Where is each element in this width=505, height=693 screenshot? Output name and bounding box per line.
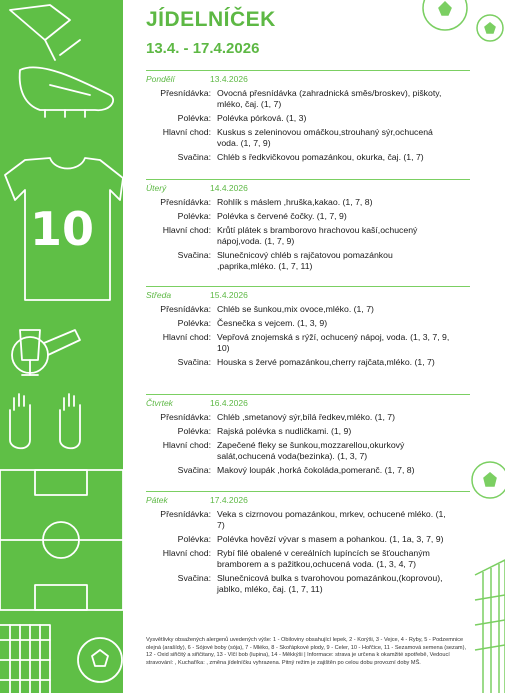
meal-label: Svačina:	[177, 573, 211, 583]
meal-label: Polévka:	[177, 211, 211, 221]
meal-label: Polévka:	[177, 318, 211, 328]
meal-label: Hlavní chod:	[162, 440, 211, 450]
meal-text: Ovocná přesnídávka (zahradnická směs/broskev), piškoty, mléko, čaj. (1, 7)	[217, 88, 442, 109]
day-name: Čtvrtek	[146, 398, 173, 408]
day-date: 17.4.2026	[210, 495, 248, 505]
meal-row	[146, 573, 470, 595]
meal-label: Přesnídávka:	[160, 304, 211, 314]
meal-row	[146, 152, 470, 163]
goal-icon	[0, 625, 50, 693]
week-dates: 13.4. - 17.4.2026	[146, 40, 260, 57]
day-header	[146, 180, 470, 194]
meal-row	[146, 412, 470, 423]
day-section	[146, 70, 470, 163]
meal-row	[146, 127, 470, 149]
meal-label: Polévka:	[177, 113, 211, 123]
meal-text: Makový loupák ,horká čokoláda,pomeranč. (1, 7, 8)	[217, 465, 415, 475]
meal-row	[146, 211, 470, 222]
day-date: 13.4.2026	[210, 74, 248, 84]
meal-row	[146, 332, 470, 354]
day-name: Pátek	[146, 495, 168, 505]
boot-icon	[20, 67, 113, 117]
day-header	[146, 71, 470, 85]
sidebar-decoration	[0, 0, 123, 693]
meal-text: Kuskus s zeleninovou omáčkou,strouhaný sýr,ochucená voda. (1, 7, 9)	[217, 127, 433, 148]
meal-label: Polévka:	[177, 534, 211, 544]
meal-label: Polévka:	[177, 426, 211, 436]
meal-row	[146, 225, 470, 247]
meal-label: Svačina:	[177, 465, 211, 475]
meal-label: Přesnídávka:	[160, 509, 211, 519]
day-section	[146, 491, 470, 595]
meal-text: Chléb s ředkvičkovou pomazánkou, okurka, čaj. (1, 7)	[217, 152, 424, 162]
meal-text: Zapečené fleky se šunkou,mozzarellou,okurkový salát,ochucená voda(bezinka). (1, 3, 7)	[217, 440, 405, 461]
meal-label: Hlavní chod:	[162, 127, 211, 137]
ball-icon	[472, 462, 505, 498]
allergen-footnote: Vysvětlivky obsažených alergenů uvedených výše: 1 - Obiloviny obsahující lepek, 2 - Korýši, 3 - Vejce, 4 - Ryby, 5 - Podzemnice olejná (arašídy), 6 - Sójové boby (sója), 7 - Mléko, 8 - Skořápkové plody, 9 - Celer, 10 - Hořčice, 11 - Sezamová semena (sezam), 12 - Oxid siřičitý a siřičitany, 13 - Vlčí bob (lupina), 14 - Měkkýši | Informace: strava je určena k okamžité spotřebě, Vedoucí stravování: , Kuchař/ka: , změna jídelníčku vyhrazena. Pitný režim je zajištěn po celou dobu provozní doby MŠ.	[146, 637, 467, 666]
meal-text: Polévka pórková. (1, 3)	[217, 113, 307, 123]
meal-label: Přesnídávka:	[160, 88, 211, 98]
meal-text: Česnečka s vejcem. (1, 3, 9)	[217, 318, 328, 328]
meal-label: Přesnídávka:	[160, 412, 211, 422]
meal-text: Veka s cizrnovou pomazánkou, mrkev, ochucené mléko. (1, 7)	[217, 509, 446, 530]
ball-icon	[423, 0, 467, 30]
meal-label: Hlavní chod:	[162, 548, 211, 558]
meal-row	[146, 465, 470, 476]
meal-text: Slunečnicový chléb s rajčatovou pomazánkou ,paprika,mléko. (1, 7, 11)	[217, 250, 393, 271]
gloves-icon	[10, 394, 80, 448]
meal-row	[146, 197, 470, 208]
meal-text: Chléb se šunkou,mix ovoce,mléko. (1, 7)	[217, 304, 374, 314]
day-name: Pondělí	[146, 74, 175, 84]
day-date: 15.4.2026	[210, 290, 248, 300]
ball-icon	[78, 638, 122, 682]
trophy-icon	[10, 5, 80, 60]
meal-label: Svačina:	[177, 250, 211, 260]
day-section	[146, 286, 470, 368]
meal-label: Svačina:	[177, 357, 211, 367]
meal-label: Hlavní chod:	[162, 332, 211, 342]
jersey-number: 10	[30, 202, 95, 256]
meal-text: Vepřová znojemská s rýží, ochucený nápoj, voda. (1, 3, 7, 9, 10)	[217, 332, 450, 353]
meal-row	[146, 357, 470, 368]
meal-row	[146, 88, 470, 110]
day-section	[146, 394, 470, 476]
meal-row	[146, 426, 470, 437]
jersey-icon	[5, 158, 123, 300]
meal-text: Slunečnicová bulka s tvarohovou pomazánkou,(koprovou), jablko, mléko, čaj. (1, 7, 11)	[217, 573, 443, 594]
meal-text: Rybí filé obalené v cereálních lupíncích se šťouchaným bramborem a s pažitkou,ochucená voda. (1, 3, 4, 7)	[217, 548, 430, 569]
meal-text: Chléb ,smetanový sýr,bílá ředkev,mléko. (1, 7)	[217, 412, 396, 422]
meal-text: Rajská polévka s nudličkami. (1, 9)	[217, 426, 352, 436]
meal-row	[146, 304, 470, 315]
meal-text: Houska s žervé pomazánkou,cherry rajčata,mléko. (1, 7)	[217, 357, 435, 367]
meal-row	[146, 113, 470, 124]
meal-row	[146, 440, 470, 462]
meal-text: Polévka s červené čočky. (1, 7, 9)	[217, 211, 347, 221]
meal-text: Polévka hovězí vývar s masem a pohankou. (1, 1a, 3, 7, 9)	[217, 534, 444, 544]
day-section	[146, 179, 470, 272]
meal-label: Hlavní chod:	[162, 225, 211, 235]
meal-row	[146, 250, 470, 272]
ball-icon	[477, 15, 503, 41]
goal-icon	[475, 560, 505, 693]
day-name: Středa	[146, 290, 172, 300]
day-header	[146, 287, 470, 301]
meal-row	[146, 548, 470, 570]
pitch-icon	[0, 470, 123, 610]
meal-row	[146, 318, 470, 329]
day-header	[146, 492, 470, 506]
meal-text: Krůtí plátek s bramborovo hrachovou kaší,ochucený nápoj,voda. (1, 7, 9)	[217, 225, 418, 246]
meal-text: Rohlík s máslem ,hruška,kakao. (1, 7, 8)	[217, 197, 373, 207]
day-date: 16.4.2026	[210, 398, 248, 408]
day-date: 14.4.2026	[210, 183, 248, 193]
day-header	[146, 395, 470, 409]
meal-row	[146, 509, 470, 531]
page-title: JÍDELNÍČEK	[146, 8, 276, 31]
meal-row	[146, 534, 470, 545]
meal-label: Přesnídávka:	[160, 197, 211, 207]
day-name: Úterý	[146, 183, 167, 193]
meal-label: Svačina:	[177, 152, 211, 162]
